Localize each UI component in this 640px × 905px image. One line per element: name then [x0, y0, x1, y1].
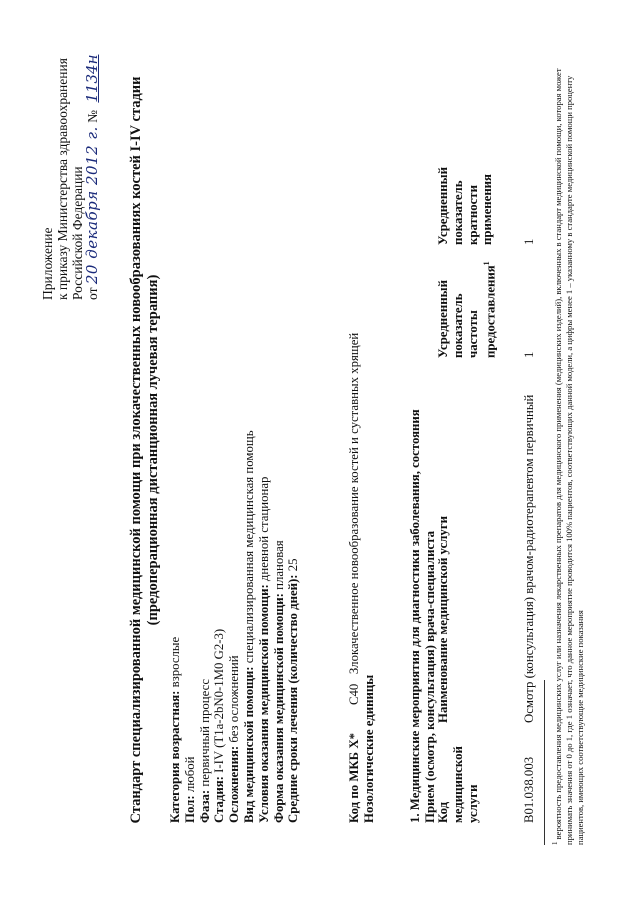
icd-description: Злокачественное новообразование костей и суставных хрящей [347, 332, 361, 675]
row-multiplicity: 1 [522, 238, 536, 245]
icd-code: C40 [347, 683, 361, 706]
header-service-name: Наименование медицинской услуги [436, 515, 450, 723]
standard-info-block [168, 430, 301, 823]
section-1-subtitle: Прием (осмотр, консультация) врача-специалиста [422, 531, 437, 823]
header-frequency: Усредненный показатель частоты предоставления$^1$ [436, 261, 498, 358]
title-line-1: Стандарт специализированной медицинской помощи при злокачественных новообразованиях костей I-IV стадии [128, 76, 144, 824]
date-prefix: от [85, 287, 100, 300]
info-care-form: Форма оказания медицинской помощи: плановая [271, 540, 286, 823]
footnote-marker: 1 [551, 841, 559, 845]
info-treatment-duration: Средние сроки лечения (количество дней): 25 [286, 558, 301, 823]
appendix-line-3: Российской Федерации [70, 166, 85, 300]
info-stage: Стадия: I-IV (T1a-2bN0-1M0 G2-3) [212, 628, 227, 823]
row-service-name: Осмотр (консультация) врачом-радиотерапевтом первичный [522, 394, 536, 723]
appendix-header [40, 55, 100, 300]
number-label: № [85, 109, 100, 123]
info-care-type: Вид медицинской помощи: специализированная медицинская помощь [241, 430, 256, 823]
header-code: Код медицинской услуги [436, 746, 480, 823]
handwritten-date: 20 декабря 2012 г. [83, 126, 101, 285]
row-frequency: 1 [522, 351, 536, 358]
icd-block [347, 333, 377, 823]
title-line-2: (предоперационная дистанционная лучевая терапия) [145, 274, 161, 626]
icd-code-row [347, 333, 362, 823]
info-sex: Пол: любой [182, 756, 197, 823]
info-complications: Осложнения: без осложнений [227, 655, 242, 823]
footnote-text: вероятность предоставления медицинских услуг или назначения лекарственных препаратов для медицинского применения (медицинских изделий), включенных в стандарт медицинской помощи, которая может принимать значения от 0 до 1, где 1 означает, что данное мероприятие проводится 100% пациентов, соответствующих данной модели, а цифры менее 1 – указанному в стандарте медицинской помощи проценту пациентов, имеющих соответствующие медицинские показания [552, 68, 585, 845]
footnote-ref: 1 [482, 261, 492, 266]
section-1-title: 1. Медицинские мероприятия для диагностики заболевания, состояния [408, 409, 422, 823]
nosology-label: Нозологические единицы [362, 674, 376, 823]
info-age-category: Категория возрастная: взрослые [168, 636, 182, 823]
info-care-conditions: Условия оказания медицинской помощи: дневной стационар [256, 476, 271, 823]
info-phase: Фаза: первичный процесс [197, 678, 212, 823]
footnote [550, 45, 586, 845]
icd-label: Код по МКБ X* [347, 733, 361, 823]
row-code: B01.038.003 [522, 756, 536, 823]
footnote-divider [544, 680, 545, 845]
appendix-date-line [85, 55, 100, 300]
appendix-line-2: к приказу Министерства здравоохранения [55, 58, 70, 300]
appendix-line-1: Приложение [40, 227, 55, 300]
header-multiplicity: Усредненный показатель кратности применения [436, 167, 495, 245]
document-title [128, 55, 162, 845]
handwritten-number: 1134н [83, 54, 101, 103]
section-1-heading [408, 409, 438, 823]
